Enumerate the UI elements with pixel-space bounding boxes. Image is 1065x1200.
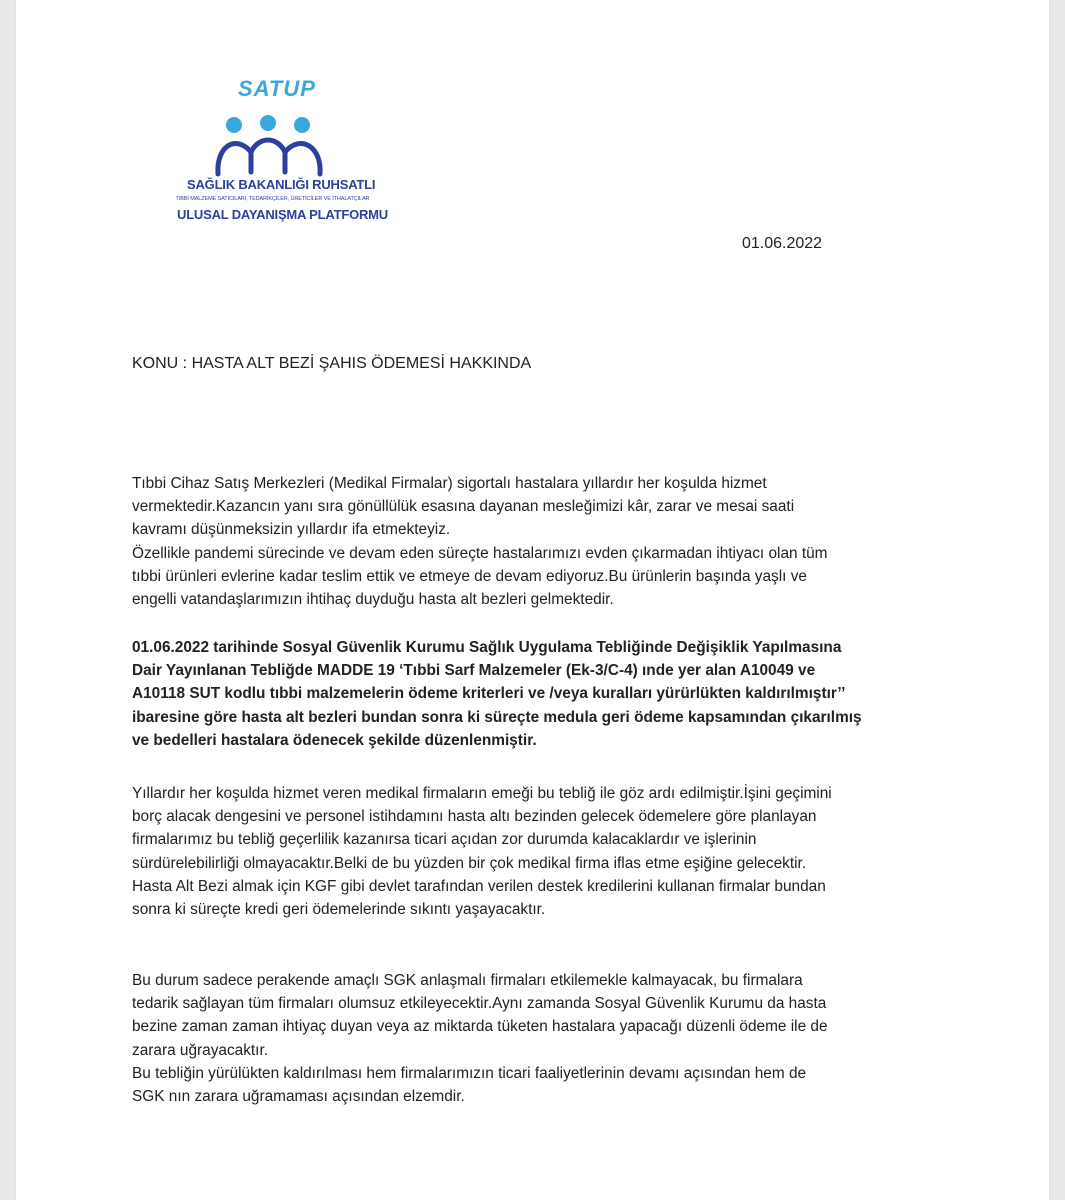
paragraph-conclusion (132, 969, 932, 1108)
text-line: zarara uğrayacaktır. (132, 1041, 269, 1059)
logo-brand-text: SATUP (238, 76, 316, 101)
text-line: Hasta Alt Bezi almak için KGF gibi devlet tarafından verilen destek kredilerini kullanan firmalar bundan (132, 877, 826, 895)
text-line: 01.06.2022 tarihinde Sosyal Güvenlik Kurumu Sağlık Uygulama Tebliğinde Değişiklik Yapılmasına (132, 639, 842, 656)
document-page (16, 0, 1049, 1200)
text-line: engelli vatandaşlarımızın ihtihaç duyduğu hasta alt bezleri gelmektedir. (132, 591, 614, 609)
text-line: firmalarımız bu tebliğ geçerlilik kazanırsa ticari açıdan zor durumda kalacaklardır ve işlerinin (132, 831, 757, 849)
text-line: Özellikle pandemi sürecinde ve devam eden süreçte hastalarımızı evden çıkarmadan ihtiyacı olan tüm (132, 544, 828, 562)
text-line: ve bedelleri hastalara ödenecek şekilde düzenlenmiştir. (132, 731, 537, 749)
text-line: A10118 SUT kodlu tıbbi malzemelerin ödeme kriterleri ve /veya kuralları yürürlükten kaldırılmıştır’’ (132, 685, 846, 703)
text-line: Bu durum sadece perakende amaçlı SGK anlaşmalı firmaları etkilemekle kalmayacak, bu firmalara (132, 972, 803, 989)
text-line: borç alacak dengesini ve personel istihdamını hasta altı bezinden gelecek ödemelere göre planlayan (132, 808, 817, 826)
satup-logo (156, 72, 386, 232)
text-line: tıbbi ürünleri evlerine kadar teslim ettik ve etmeye de devam ediyoruz.Bu ürünlerin başında yaşlı ve (132, 567, 807, 585)
text-line: tedarik sağlayan tüm firmaları olumsuz etkileyecektir.Aynı zamanda Sosyal Güvenlik Kurumu da hasta (132, 995, 827, 1013)
text-line: Dair Yayınlanan Tebliğde MADDE 19 ‘Tıbbi Sarf Malzemeler (Ek-3/C-4) ınde yer alan A10049 ve (132, 662, 816, 680)
paragraph-regulation-bold (132, 636, 932, 752)
text-line: sürdürelebilirliği olmayacaktır.Belki de bu yüzden bir çok medikal firma iflas etme eşiğine gelecektir. (132, 854, 807, 872)
text-line: Tıbbi Cihaz Satış Merkezleri (Medikal Firmalar) sigortalı hastalara yıllardır her koşulda hizmet (132, 475, 767, 492)
text-line: Bu tebliğin yürülükten kaldırılması hem firmalarımızın ticari faaliyetlerinin devamı açısından hem de (132, 1064, 807, 1082)
text-line: sonra ki süreçte kredi geri ödemelerinde sıkıntı yaşayacaktır. (132, 901, 546, 919)
subject-line: KONU : HASTA ALT BEZİ ŞAHIS ÖDEMESİ HAKKINDA (132, 355, 532, 372)
text-line: SGK nın zarara uğramaması açısından elzemdir. (132, 1088, 465, 1106)
paragraph-intro (132, 472, 932, 611)
text-line: ibaresine göre hasta alt bezleri bundan sonra ki süreçte medula geri ödeme kapsamından çıkarılmış (132, 708, 862, 726)
logo-title-line: SAĞLIK BAKANLIĞI RUHSATLI (187, 177, 376, 192)
text-line: Yıllardır her koşulda hizmet veren medikal firmaların emeği bu tebliğ ile göz ardı edilmiştir.İşini geçimini (132, 785, 832, 802)
text-line: vermektedir.Kazancın yanı sıra gönüllülük esasına dayanan mesleğimizi kâr, zarar ve mesai saati (132, 498, 795, 516)
document-date: 01.06.2022 (742, 235, 823, 252)
logo-subtitle-line: TIBBİ MALZEME SATICILARI, TEDARİKÇİLER, ÜRETİCİLER VE İTHALATÇILAR (175, 196, 370, 202)
text-line: kavramı düşünmeksizin yıllardır ifa etmekteyiz. (132, 521, 451, 539)
paragraph-impact (132, 782, 932, 921)
text-line: bezine zaman zaman ihtiyaç duyan veya az miktarda tüketen hastalara yapacağı düzenli ödeme ile de (132, 1018, 828, 1036)
logo-platform-line: ULUSAL DAYANIŞMA PLATFORMU (177, 207, 388, 222)
